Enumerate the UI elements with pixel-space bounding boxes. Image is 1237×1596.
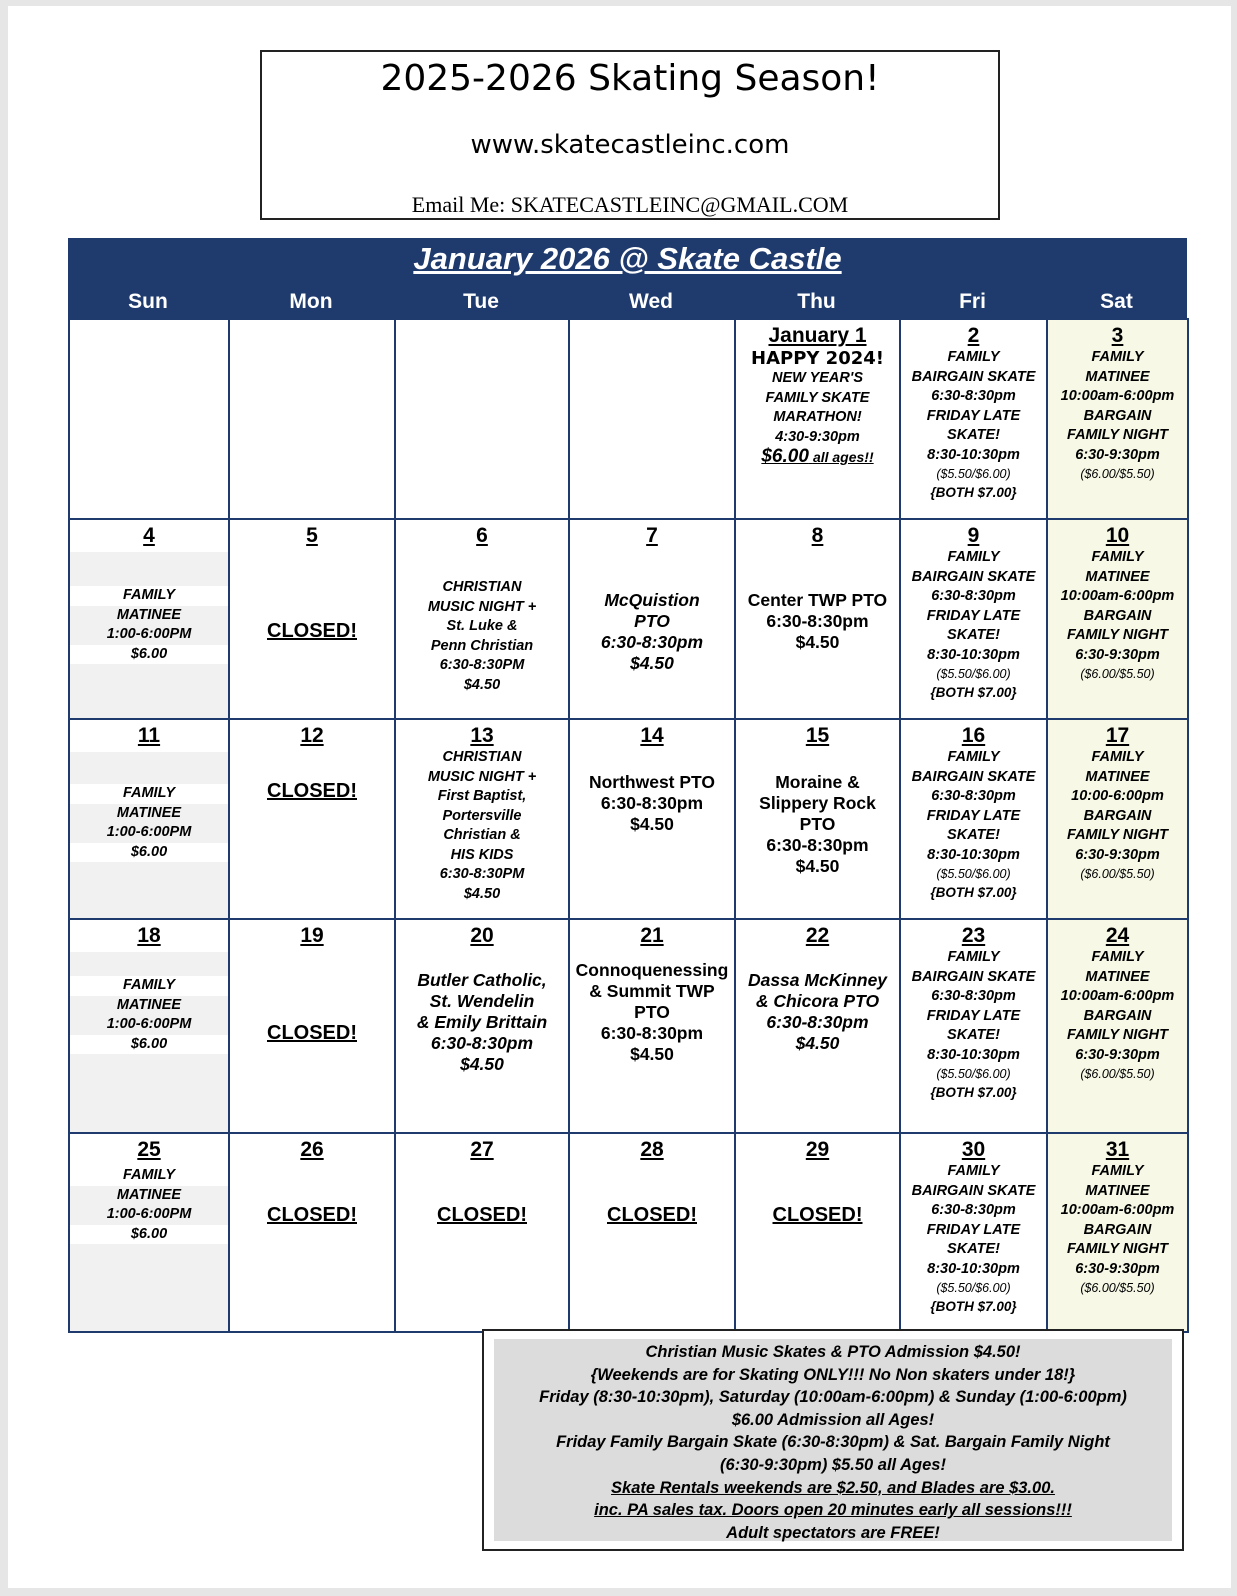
event-line: FAMILY: [947, 549, 1000, 565]
event-line: $6.00: [70, 1225, 228, 1245]
day-cell-fri[interactable]: [900, 519, 1047, 719]
event-line: CHRISTIAN: [442, 579, 522, 595]
day-cell-tue[interactable]: [395, 919, 569, 1133]
event-line: FRIDAY LATE: [926, 1007, 1021, 1024]
day-number: 17: [1105, 724, 1130, 747]
event-line: ($5.50/$6.00): [936, 1281, 1011, 1295]
day-number: 25: [70, 1134, 228, 1166]
day-number: 7: [646, 524, 658, 547]
event-line: ($5.50/$6.00): [936, 667, 1011, 681]
day-number: 19: [300, 924, 324, 947]
event-line: 6:30-8:30PM: [439, 866, 525, 882]
event-line: 8:30-10:30pm: [927, 1260, 1020, 1277]
event-line: $6.00: [70, 1035, 228, 1055]
event-line: ($5.50/$6.00): [936, 467, 1011, 481]
event-line: {BOTH $7.00}: [930, 885, 1017, 900]
event-line: 6:30-9:30pm: [1075, 846, 1160, 863]
event-line: FRIDAY LATE: [926, 607, 1021, 624]
event-line: HIS KIDS: [450, 846, 514, 863]
day-cell-wed[interactable]: [569, 319, 735, 519]
day-number: 5: [306, 524, 318, 547]
weekday-fri: Fri: [959, 290, 986, 313]
event-line: 8:30-10:30pm: [927, 446, 1020, 463]
calendar-header: [68, 238, 1187, 318]
event-line: MATINEE: [1085, 368, 1150, 385]
calendar-grid: [68, 318, 1189, 1333]
season-header-box: [260, 50, 1000, 220]
event-details: [396, 970, 568, 1075]
event-line: 6:30-8:30pm: [931, 388, 1016, 404]
holiday-greeting: HAPPY 2024!: [751, 348, 884, 369]
event-line: Connoquenessing: [575, 960, 729, 980]
event-line: & Summit TWP: [589, 981, 715, 1001]
event-line: 1:00-6:00PM: [70, 625, 228, 645]
weekday-wed: Wed: [629, 290, 673, 313]
event-line: FAMILY: [947, 1163, 1000, 1179]
page: [8, 6, 1231, 1588]
day-cell-mon[interactable]: [229, 919, 395, 1133]
event-line: FAMILY: [1091, 349, 1144, 365]
day-number: 14: [640, 724, 664, 747]
event-details: [736, 970, 899, 1054]
event-line: BARGAIN: [1083, 1221, 1152, 1238]
closed-label: CLOSED!: [267, 780, 357, 802]
event-line: 6:30-8:30pm: [766, 611, 869, 631]
event-line: Portersville: [442, 807, 522, 824]
event-line: FAMILY: [947, 949, 1000, 965]
event-line: FAMILY: [1091, 749, 1144, 765]
day-cell-mon[interactable]: [229, 719, 395, 919]
day-cell-mon[interactable]: [229, 1133, 395, 1332]
event-line: BAIRGAIN SKATE: [911, 968, 1036, 985]
event-line: NEW YEAR'S: [771, 370, 863, 386]
event-line: {BOTH $7.00}: [930, 1085, 1017, 1100]
day-number: 4: [70, 520, 228, 552]
event-line: PTO: [634, 1002, 670, 1022]
weekday-sun: Sun: [128, 290, 168, 313]
event-line: FAMILY NIGHT: [1067, 627, 1168, 643]
day-cell-thu[interactable]: [735, 319, 900, 519]
weekday-mon: Mon: [289, 290, 333, 313]
event-line: FAMILY: [947, 349, 1000, 365]
event-line: FAMILY NIGHT: [1067, 1241, 1168, 1257]
event-line: 6:30-8:30pm: [766, 835, 869, 855]
event-details: [570, 772, 734, 835]
event-line: 10:00-6:00pm: [1071, 788, 1164, 804]
event-line: McQuistion: [604, 590, 700, 610]
info-line: Christian Music Skates & PTO Admission $4.50!: [645, 1343, 1021, 1361]
event-line: 8:30-10:30pm: [927, 646, 1020, 663]
event-line: FAMILY NIGHT: [1067, 427, 1168, 443]
closed-label: CLOSED!: [267, 1022, 357, 1044]
event-line: $4.50: [463, 676, 501, 693]
event-details: [1048, 548, 1187, 683]
event-line: 6:30-8:30pm: [931, 988, 1016, 1004]
day-cell-tue[interactable]: [395, 519, 569, 719]
event-line: 10:00am-6:00pm: [1060, 1202, 1175, 1218]
event-line: SKATE!: [947, 827, 1000, 843]
event-line: 6:30-9:30pm: [1075, 1260, 1160, 1277]
event-line: FAMILY NIGHT: [1067, 827, 1168, 843]
day-cell-sun[interactable]: [69, 1133, 229, 1332]
weekday-thu: Thu: [797, 290, 836, 313]
day-number: 31: [1105, 1138, 1130, 1161]
day-cell-sun[interactable]: [69, 319, 229, 519]
day-cell-wed[interactable]: [569, 919, 735, 1133]
event-details: [396, 748, 568, 904]
event-line: Penn Christian: [430, 637, 534, 654]
day-number: 27: [470, 1138, 494, 1161]
month-title: January 2026 @ Skate Castle: [413, 241, 842, 276]
admission-info-box: [482, 1329, 1184, 1551]
event-details: [901, 948, 1046, 1103]
day-cell-thu[interactable]: [735, 519, 900, 719]
event-line: St. Wendelin: [429, 991, 535, 1011]
day-number: 11: [70, 720, 228, 752]
event-line: MUSIC NIGHT +: [427, 768, 537, 785]
event-details: [570, 590, 734, 674]
event-line: 6:30-9:30pm: [1075, 1046, 1160, 1063]
event-line: $4.50: [630, 1044, 674, 1064]
event-line: 6:30-8:30pm: [931, 588, 1016, 604]
event-line: & Chicora PTO: [755, 991, 880, 1011]
info-line: Skate Rentals weekends are $2.50, and Blades are $3.00.: [611, 1478, 1055, 1497]
event-line: 6:30-8:30pm: [600, 793, 704, 813]
event-line: ($6.00/$5.50): [1080, 1281, 1155, 1295]
event-line: MATINEE: [1085, 1182, 1150, 1199]
closed-label: CLOSED!: [437, 1204, 527, 1226]
event-line: PTO: [634, 611, 670, 631]
event-details: [70, 784, 228, 862]
event-line: $6.00: [70, 645, 228, 665]
event-line: BARGAIN: [1083, 807, 1152, 824]
weekday-header-row: [68, 288, 1187, 316]
event-line: {BOTH $7.00}: [930, 485, 1017, 500]
price-line: [736, 447, 899, 469]
event-line: MATINEE: [1085, 568, 1150, 585]
day-number: January 1: [768, 324, 867, 347]
event-line: 6:30-8:30pm: [600, 1023, 704, 1043]
event-line: MATINEE: [70, 804, 228, 824]
week-row: [69, 319, 1188, 519]
day-number: 8: [811, 524, 824, 547]
event-line: $4.50: [795, 632, 840, 652]
day-cell-sun[interactable]: [69, 519, 229, 719]
event-line: 10:00am-6:00pm: [1060, 588, 1175, 604]
day-number: 10: [1105, 524, 1130, 547]
closed-label: CLOSED!: [772, 1204, 863, 1226]
event-details: [1048, 948, 1187, 1083]
event-line: $6.00: [70, 843, 228, 863]
event-line: $4.50: [463, 885, 501, 902]
event-line: {BOTH $7.00}: [930, 1299, 1017, 1314]
event-line: BAIRGAIN SKATE: [911, 1182, 1036, 1199]
event-line: Butler Catholic,: [417, 970, 547, 990]
event-line: 6:30-9:30pm: [1075, 646, 1160, 663]
day-number: 23: [961, 924, 986, 947]
day-cell-mon[interactable]: [229, 319, 395, 519]
day-cell-wed[interactable]: [569, 719, 735, 919]
event-line: FRIDAY LATE: [926, 807, 1021, 824]
website-link[interactable]: www.skatecastleinc.com: [470, 130, 790, 160]
event-details: [70, 586, 228, 664]
event-line: SKATE!: [947, 1241, 1000, 1257]
event-line: MUSIC NIGHT +: [427, 598, 537, 615]
closed-label: CLOSED!: [267, 1204, 357, 1226]
info-line: {Weekends are for Skating ONLY!!! No Non skaters under 18!}: [590, 1365, 1076, 1384]
event-line: ($6.00/$5.50): [1080, 467, 1155, 481]
event-details: [901, 548, 1046, 703]
event-line: FAMILY: [1091, 1163, 1144, 1179]
day-cell-thu[interactable]: [735, 919, 900, 1133]
event-line: $4.50: [795, 856, 840, 876]
event-details: [1048, 748, 1187, 883]
event-details: [736, 590, 899, 653]
day-cell-fri[interactable]: [900, 719, 1047, 919]
event-details: [396, 578, 568, 695]
day-number: 20: [470, 924, 494, 947]
event-line: 6:30-8:30PM: [439, 657, 525, 673]
day-number: 18: [70, 920, 228, 952]
event-line: PTO: [799, 814, 836, 834]
event-line: {BOTH $7.00}: [930, 685, 1017, 700]
event-line: Northwest PTO: [588, 772, 716, 792]
event-line: CHRISTIAN: [442, 749, 522, 765]
event-line: FRIDAY LATE: [926, 407, 1021, 424]
day-cell-tue[interactable]: [395, 1133, 569, 1332]
event-details: [901, 748, 1046, 903]
week-row: [69, 1133, 1188, 1332]
day-cell-tue[interactable]: [395, 719, 569, 919]
event-line: BAIRGAIN SKATE: [911, 368, 1036, 385]
price-note: all ages!!: [812, 449, 874, 465]
event-line: 4:30-9:30pm: [775, 428, 860, 445]
day-number: 9: [967, 524, 980, 547]
event-line: 6:30-8:30pm: [600, 632, 704, 652]
event-line: & Emily Brittain: [416, 1012, 548, 1032]
day-cell-wed[interactable]: [569, 519, 735, 719]
event-line: BARGAIN: [1083, 407, 1152, 424]
event-line: BARGAIN: [1083, 1007, 1152, 1024]
event-line: $4.50: [460, 1054, 504, 1074]
day-cell-sat[interactable]: [1047, 919, 1188, 1133]
event-line: 8:30-10:30pm: [927, 846, 1020, 863]
event-line: 8:30-10:30pm: [927, 1046, 1020, 1063]
event-line: Christian &: [443, 827, 521, 843]
week-row: [69, 719, 1188, 919]
day-cell-sun[interactable]: [69, 919, 229, 1133]
event-line: Dassa McKinney: [747, 970, 888, 990]
day-number: 24: [1105, 924, 1130, 947]
day-cell-sat[interactable]: [1047, 319, 1188, 519]
info-line: (6:30-9:30pm) $5.50 all Ages!: [720, 1455, 946, 1474]
day-number: 29: [805, 1138, 830, 1161]
event-line: FAMILY: [947, 749, 1000, 765]
event-line: MATINEE: [70, 996, 228, 1016]
event-line: FAMILY: [70, 1166, 228, 1186]
event-line: ($6.00/$5.50): [1080, 667, 1155, 681]
event-line: BARGAIN: [1083, 607, 1152, 624]
day-cell-fri[interactable]: [900, 1133, 1047, 1332]
day-number: 30: [961, 1138, 986, 1161]
event-line: BAIRGAIN SKATE: [911, 768, 1036, 785]
weekday-sat: Sat: [1100, 290, 1133, 313]
event-line: $4.50: [795, 1033, 840, 1053]
day-number: 28: [640, 1138, 664, 1161]
day-cell-wed[interactable]: [569, 1133, 735, 1332]
event-line: $4.50: [630, 653, 674, 673]
event-line: ($6.00/$5.50): [1080, 867, 1155, 881]
event-line: ($6.00/$5.50): [1080, 1067, 1155, 1081]
event-line: Moraine &: [775, 772, 860, 792]
day-number: 6: [476, 524, 488, 547]
day-cell-fri[interactable]: [900, 919, 1047, 1133]
event-line: FAMILY NIGHT: [1067, 1027, 1168, 1043]
weekday-tue: Tue: [463, 290, 499, 313]
event-details: [70, 976, 228, 1054]
event-line: FAMILY: [1091, 949, 1144, 965]
event-line: ($5.50/$6.00): [936, 1067, 1011, 1081]
admission-info-panel: [494, 1339, 1172, 1541]
day-number: 15: [805, 724, 830, 747]
info-line: Adult spectators are FREE!: [726, 1523, 940, 1542]
day-number: 12: [300, 724, 324, 747]
event-line: 1:00-6:00PM: [70, 1015, 228, 1035]
event-line: FAMILY: [1091, 549, 1144, 565]
day-cell-sat[interactable]: [1047, 1133, 1188, 1332]
event-line: SKATE!: [947, 627, 1000, 643]
event-details: [1048, 1162, 1187, 1297]
event-line: FAMILY: [70, 976, 228, 996]
day-cell-thu[interactable]: [735, 719, 900, 919]
day-cell-sun[interactable]: [69, 719, 229, 919]
event-details: [736, 772, 899, 877]
day-cell-sat[interactable]: [1047, 719, 1188, 919]
event-line: St. Luke &: [446, 618, 518, 634]
event-line: ($5.50/$6.00): [936, 867, 1011, 881]
email-line: Email Me: SKATECASTLEINC@GMAIL.COM: [411, 192, 849, 217]
event-line: 6:30-9:30pm: [1075, 446, 1160, 463]
event-line: FAMILY: [70, 586, 228, 606]
event-details: [736, 369, 899, 447]
event-line: $4.50: [630, 814, 674, 834]
event-line: MATINEE: [1085, 768, 1150, 785]
day-number: 21: [640, 924, 664, 947]
event-line: MARATHON!: [773, 409, 862, 425]
event-line: FAMILY: [70, 784, 228, 804]
event-line: 1:00-6:00PM: [70, 823, 228, 843]
event-details: [1048, 348, 1187, 483]
event-line: MATINEE: [70, 606, 228, 626]
event-line: 10:00am-6:00pm: [1060, 388, 1175, 404]
day-cell-thu[interactable]: [735, 1133, 900, 1332]
event-line: Slippery Rock: [759, 793, 876, 813]
calendar: [68, 238, 1187, 1333]
event-line: MATINEE: [1085, 968, 1150, 985]
event-line: 1:00-6:00PM: [70, 1205, 228, 1225]
event-line: BAIRGAIN SKATE: [911, 568, 1036, 585]
event-line: SKATE!: [947, 427, 1000, 443]
event-line: 10:00am-6:00pm: [1060, 988, 1175, 1004]
closed-label: CLOSED!: [607, 1204, 697, 1226]
event-line: Center TWP PTO: [747, 590, 888, 610]
event-details: [901, 1162, 1046, 1317]
week-row: [69, 919, 1188, 1133]
event-line: 6:30-8:30pm: [766, 1012, 869, 1032]
day-number: 2: [967, 324, 980, 347]
day-cell-sat[interactable]: [1047, 519, 1188, 719]
info-line: $6.00 Admission all Ages!: [731, 1410, 935, 1429]
day-cell-tue[interactable]: [395, 319, 569, 519]
event-line: 6:30-8:30pm: [931, 1202, 1016, 1218]
closed-label: CLOSED!: [267, 620, 357, 642]
day-number: 22: [805, 924, 830, 947]
day-cell-mon[interactable]: [229, 519, 395, 719]
event-line: MATINEE: [70, 1186, 228, 1206]
event-line: FRIDAY LATE: [926, 1221, 1021, 1238]
season-title: 2025-2026 Skating Season!: [380, 58, 880, 99]
day-cell-fri[interactable]: [900, 319, 1047, 519]
event-details: [570, 960, 734, 1065]
event-details: [901, 348, 1046, 503]
event-line: 6:30-8:30pm: [430, 1033, 534, 1053]
event-details: [70, 1166, 228, 1244]
day-number: 16: [961, 724, 986, 747]
day-number: 3: [1111, 324, 1124, 347]
event-line: FAMILY SKATE: [765, 389, 870, 406]
event-line: 6:30-8:30pm: [931, 788, 1016, 804]
day-number: 13: [470, 724, 494, 747]
info-line: Friday (8:30-10:30pm), Saturday (10:00am-6:00pm) & Sunday (1:00-6:00pm): [539, 1388, 1127, 1407]
week-row: [69, 519, 1188, 719]
event-line: SKATE!: [947, 1027, 1000, 1043]
day-number: 26: [300, 1138, 324, 1161]
price-amount: $6.00: [761, 446, 809, 467]
info-line: Friday Family Bargain Skate (6:30-8:30pm) & Sat. Bargain Family Night: [556, 1433, 1110, 1452]
event-line: First Baptist,: [437, 788, 527, 804]
info-line: inc. PA sales tax. Doors open 20 minutes early all sessions!!!: [594, 1501, 1072, 1520]
